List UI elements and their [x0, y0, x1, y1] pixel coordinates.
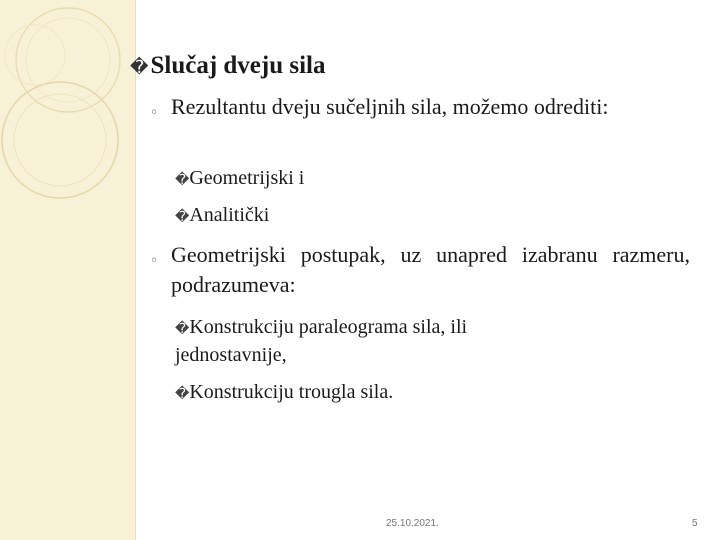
- sub-item: [175, 314, 575, 368]
- footer-date: 25.10.2021.: [386, 518, 439, 529]
- sub-bullet-icon: �: [175, 172, 190, 188]
- page-number: 5: [692, 518, 698, 529]
- sub-item-text: Analitički: [189, 204, 270, 226]
- circle-bullet-icon: ◦: [150, 253, 159, 269]
- side-band-divider: [135, 0, 136, 540]
- bullet-text: Rezultantu dveju sučeljnih sila, možemo odrediti:: [171, 94, 609, 119]
- sub-item-text: Geometrijski i: [189, 167, 305, 189]
- decorative-circles: [0, 0, 135, 540]
- circle-bullet-icon: ◦: [150, 105, 159, 121]
- bullet-item: [150, 240, 690, 300]
- slide-title-text: Slučaj dveju sila: [150, 52, 326, 79]
- sub-item-text: Konstrukciju trougla sila.: [189, 381, 394, 403]
- sub-item: [175, 202, 595, 230]
- sub-item: [175, 165, 595, 193]
- title-bullet-icon: �: [130, 57, 149, 78]
- slide-title: [130, 52, 326, 80]
- decorative-side-band: [0, 0, 135, 540]
- sub-item-text: Konstrukciju paraleograma sila, ili jednostavnije,: [175, 316, 468, 366]
- sub-bullet-icon: �: [175, 321, 190, 337]
- sub-bullet-icon: �: [175, 386, 190, 402]
- bullet-item: [150, 92, 690, 122]
- sub-bullet-icon: �: [175, 209, 190, 225]
- sub-item: [175, 379, 595, 407]
- bullet-text: Geometrijski postupak, uz unapred izabranu razmeru, podrazumeva:: [171, 242, 690, 297]
